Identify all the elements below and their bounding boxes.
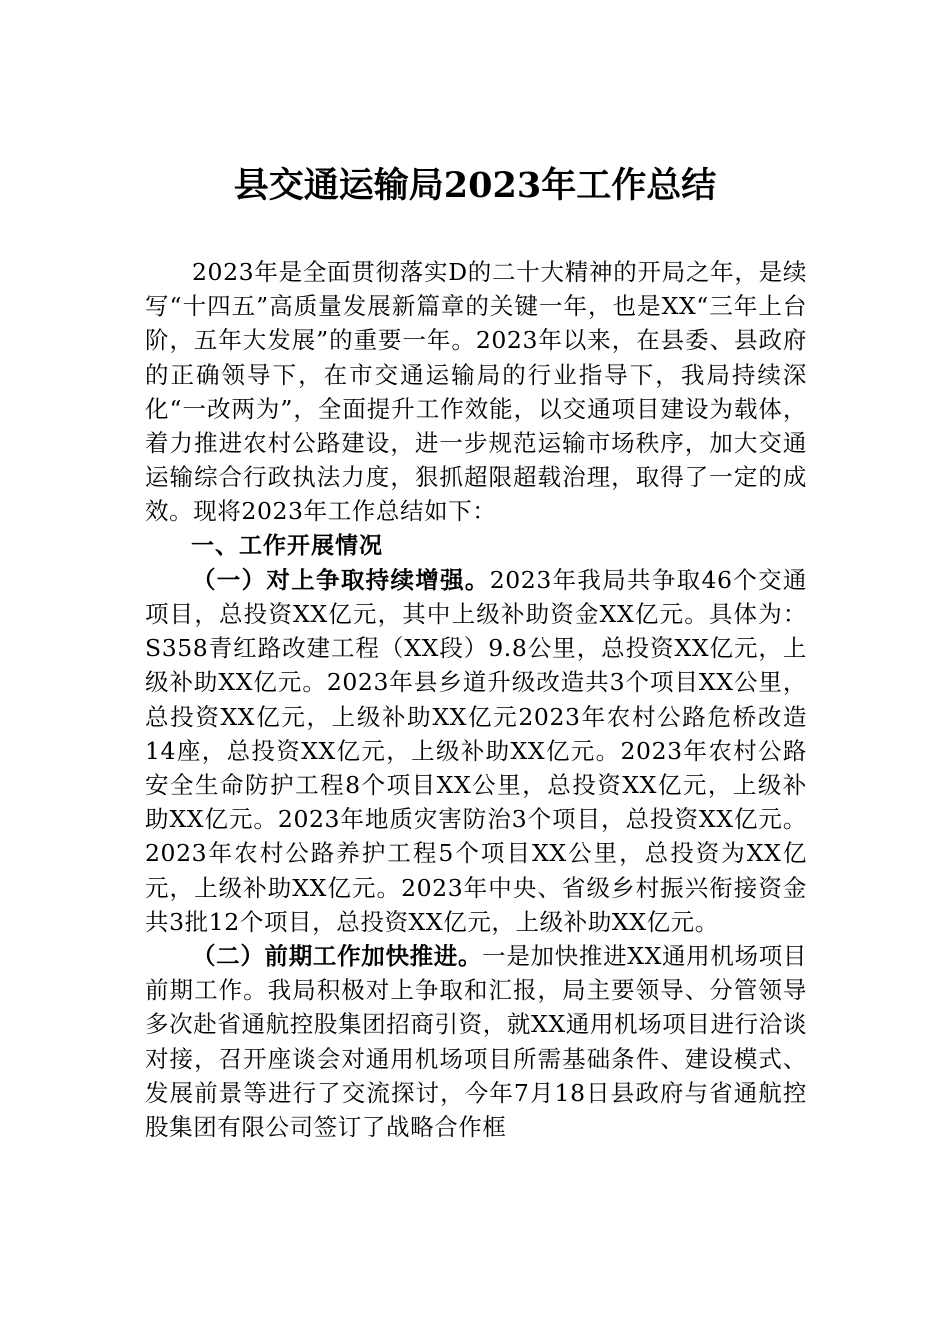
intro-paragraph: 2023年是全面贯彻落实D的二十大精神的开局之年，是续写“十四五”高质量发展新篇章的关键一年，也是XX“三年上台阶，五年大发展”的重要一年。2023年以来，在县委、县政府的正确领导下，在市交通运输局的行业指导下，我局持续深化“一改两为”，全面提升工作效能，以交通项目建设为载体，着力推进农村公路建设，进一步规范运输市场秩序，加大交通运输综合行政执法力度，狠抓超限超载治理，取得了一定的成效。现将2023年工作总结如下： (145, 258, 807, 526)
document-title: 县交通运输局2023年工作总结 (233, 165, 717, 206)
subheading-preliminary-work: （二）前期工作加快推进。 (192, 942, 483, 971)
document-body (145, 255, 807, 1144)
paragraph-preliminary-work-body: 一是加快推进XX通用机场项目前期工作。我局积极对上争取和汇报，局主要领导、分管领导多次赴省通航控股集团招商引资，就XX通用机场项目进行洽谈对接，召开座谈会对通用机场项目所需基础条件、建设模式、发展前景等进行了交流探讨，今年7月18日县政府与省通航控股集团有限公司签订了战略合作框 (145, 942, 807, 1142)
paragraph-funding (145, 563, 807, 939)
section-heading-work-progress: 一、工作开展情况 (191, 532, 383, 559)
subheading-funding: （一）对上争取持续增强。 (192, 565, 490, 594)
paragraph-funding-body: 2023年我局共争取46个交通项目，总投资XX亿元，其中上级补助资金XX亿元。具体为：S358青红路改建工程（XX段）9.8公里，总投资XX亿元，上级补助XX亿元。2023年县乡道升级改造共3个项目XX公里，总投资XX亿元，上级补助XX亿元2023年农村公路危桥改造14座，总投资XX亿元，上级补助XX亿元。2023年农村公路安全生命防护工程8个项目XX公里，总投资XX亿元，上级补助XX亿元。2023年地质灾害防治3个项目，总投资XX亿元。2023年农村公路养护工程5个项目XX公里，总投资为XX亿元，上级补助XX亿元。2023年中央、省级乡村振兴衔接资金共3批12个项目，总投资XX亿元，上级补助XX亿元。 (145, 565, 807, 936)
paragraph-preliminary-work (145, 939, 807, 1144)
